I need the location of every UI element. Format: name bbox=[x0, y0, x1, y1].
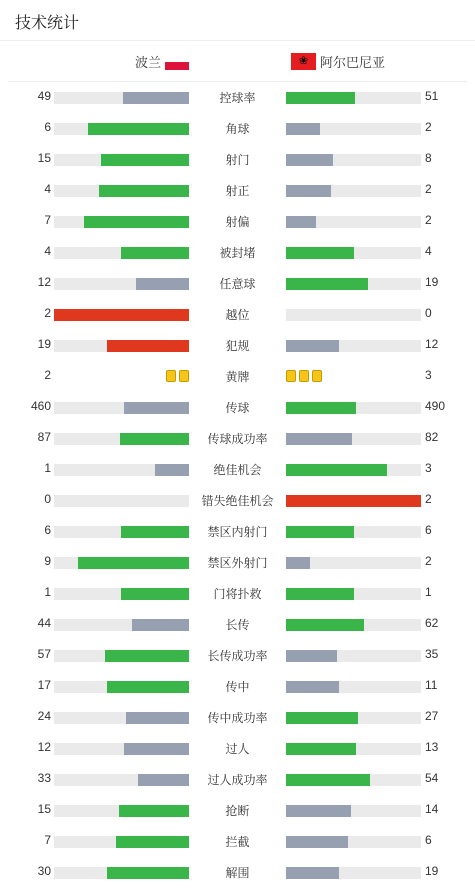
stat-label: 门将扑救 bbox=[213, 587, 262, 601]
home-bar-track bbox=[54, 619, 189, 631]
away-value: 1 bbox=[425, 585, 432, 599]
away-bar-track bbox=[286, 123, 421, 135]
stat-row bbox=[0, 706, 475, 728]
home-bar-fill bbox=[123, 92, 189, 104]
away-value: 2 bbox=[425, 213, 432, 227]
away-bar-fill bbox=[286, 805, 351, 817]
stat-row bbox=[0, 303, 475, 325]
home-bar-fill bbox=[101, 154, 189, 166]
home-bar-fill bbox=[119, 805, 189, 817]
home-bar-fill bbox=[132, 619, 189, 631]
yellow-card-icon bbox=[166, 370, 176, 382]
away-value: 6 bbox=[425, 523, 432, 537]
home-bar-track bbox=[54, 650, 189, 662]
home-bar-fill bbox=[136, 278, 189, 290]
home-bar-fill bbox=[121, 588, 189, 600]
away-bar-fill bbox=[286, 154, 333, 166]
home-bar-fill bbox=[107, 681, 189, 693]
away-bar-track bbox=[286, 247, 421, 259]
home-value: 460 bbox=[30, 399, 51, 413]
away-value: 27 bbox=[425, 709, 439, 723]
stat-label: 犯规 bbox=[225, 339, 250, 353]
stat-label: 抢断 bbox=[225, 804, 250, 818]
home-value: 30 bbox=[37, 864, 51, 878]
home-bar-track bbox=[54, 402, 189, 414]
home-bar-track bbox=[54, 123, 189, 135]
home-value: 15 bbox=[37, 151, 51, 165]
away-bar-track bbox=[286, 216, 421, 228]
away-bar-track bbox=[286, 340, 421, 352]
away-bar-track bbox=[286, 588, 421, 600]
away-bar-track bbox=[286, 278, 421, 290]
away-bar-fill bbox=[286, 588, 354, 600]
away-bar-fill bbox=[286, 681, 339, 693]
home-bar-track bbox=[54, 185, 189, 197]
stat-row bbox=[0, 396, 475, 418]
home-value: 9 bbox=[44, 554, 51, 568]
home-bar-track bbox=[54, 433, 189, 445]
stat-label: 射正 bbox=[225, 184, 250, 198]
title-divider bbox=[0, 40, 475, 41]
stat-row bbox=[0, 179, 475, 201]
away-bar-fill bbox=[286, 743, 356, 755]
away-bar-fill bbox=[286, 774, 370, 786]
away-bar-track bbox=[286, 867, 421, 879]
away-bar-fill bbox=[286, 526, 354, 538]
home-bar-track bbox=[54, 557, 189, 569]
stat-row bbox=[0, 241, 475, 263]
stat-row bbox=[0, 272, 475, 294]
away-value: 14 bbox=[425, 802, 439, 816]
home-bar-fill bbox=[121, 247, 189, 259]
stat-row bbox=[0, 210, 475, 232]
stat-row bbox=[0, 644, 475, 666]
yellow-card-icon bbox=[312, 370, 322, 382]
stat-label: 过人 bbox=[225, 742, 250, 756]
home-value: 24 bbox=[37, 709, 51, 723]
stat-row bbox=[0, 675, 475, 697]
stat-label: 被封堵 bbox=[219, 246, 256, 260]
away-bar-fill bbox=[286, 402, 356, 414]
away-bar-fill bbox=[286, 185, 331, 197]
away-bar-track bbox=[286, 557, 421, 569]
away-value: 82 bbox=[425, 430, 439, 444]
stat-label: 长传 bbox=[225, 618, 250, 632]
home-value: 6 bbox=[44, 120, 51, 134]
home-value: 1 bbox=[44, 585, 51, 599]
home-team-name: 波兰 bbox=[134, 55, 161, 70]
stat-row bbox=[0, 148, 475, 170]
away-bar-fill bbox=[286, 836, 348, 848]
home-value: 19 bbox=[37, 337, 51, 351]
home-bar-fill bbox=[138, 774, 189, 786]
home-bar-track bbox=[54, 681, 189, 693]
home-bar-fill bbox=[99, 185, 189, 197]
home-bar-track bbox=[54, 247, 189, 259]
stat-label: 绝佳机会 bbox=[213, 463, 262, 477]
stat-row bbox=[0, 117, 475, 139]
away-value: 19 bbox=[425, 864, 439, 878]
away-team bbox=[291, 52, 385, 71]
away-bar-fill bbox=[286, 495, 421, 507]
away-bar-fill bbox=[286, 712, 358, 724]
stat-label: 任意球 bbox=[219, 277, 256, 291]
away-bar-fill bbox=[286, 247, 354, 259]
home-bar-track bbox=[54, 774, 189, 786]
away-value: 11 bbox=[425, 678, 438, 692]
stat-label: 错失绝佳机会 bbox=[201, 494, 274, 508]
away-value: 3 bbox=[425, 461, 432, 475]
away-value: 8 bbox=[425, 151, 432, 165]
away-bar-track bbox=[286, 495, 421, 507]
home-bar-fill bbox=[126, 712, 189, 724]
home-bar-track bbox=[54, 464, 189, 476]
away-bar-track bbox=[286, 154, 421, 166]
home-bar-track bbox=[54, 340, 189, 352]
away-value: 6 bbox=[425, 833, 432, 847]
home-bar-track bbox=[54, 805, 189, 817]
away-bar-track bbox=[286, 402, 421, 414]
stat-label: 禁区内射门 bbox=[207, 525, 268, 539]
home-bar-track bbox=[54, 495, 189, 507]
home-bar-track bbox=[54, 309, 189, 321]
home-bar-fill bbox=[107, 340, 189, 352]
yellow-card-icon bbox=[179, 370, 189, 382]
away-value: 2 bbox=[425, 554, 432, 568]
home-bar-fill bbox=[116, 836, 189, 848]
home-bar-fill bbox=[121, 526, 189, 538]
stat-label: 过人成功率 bbox=[207, 773, 268, 787]
header-divider bbox=[8, 81, 467, 82]
home-bar-fill bbox=[84, 216, 189, 228]
home-team bbox=[135, 52, 189, 71]
away-bar-track bbox=[286, 185, 421, 197]
stat-label: 传球 bbox=[225, 401, 250, 415]
home-bar-fill bbox=[155, 464, 189, 476]
away-bar-track bbox=[286, 743, 421, 755]
away-value: 490 bbox=[425, 399, 446, 413]
home-bar-fill bbox=[105, 650, 189, 662]
away-bar-track bbox=[286, 526, 421, 538]
away-bar-track bbox=[286, 650, 421, 662]
stat-row bbox=[0, 799, 475, 821]
section-title: 技术统计 bbox=[15, 15, 80, 32]
home-bar-fill bbox=[88, 123, 189, 135]
away-bar-fill bbox=[286, 867, 339, 879]
stat-label: 拦截 bbox=[225, 835, 250, 849]
away-value: 3 bbox=[425, 368, 432, 382]
home-value: 4 bbox=[44, 244, 51, 258]
home-value: 12 bbox=[37, 740, 51, 754]
away-bar-track bbox=[286, 805, 421, 817]
away-value: 2 bbox=[425, 492, 432, 506]
home-bar-fill bbox=[78, 557, 189, 569]
home-value: 87 bbox=[37, 430, 51, 444]
home-bar-fill bbox=[124, 743, 189, 755]
stat-label: 解围 bbox=[225, 866, 250, 880]
stat-label: 传球成功率 bbox=[207, 432, 268, 446]
stat-label: 越位 bbox=[225, 308, 250, 322]
home-value: 6 bbox=[44, 523, 51, 537]
stat-label: 长传成功率 bbox=[207, 649, 268, 663]
albania-flag-icon: ❀ bbox=[291, 53, 316, 70]
poland-flag-icon bbox=[165, 54, 189, 70]
home-value: 44 bbox=[37, 616, 51, 630]
away-bar-track bbox=[286, 712, 421, 724]
away-value: 4 bbox=[425, 244, 432, 258]
stat-row bbox=[0, 613, 475, 635]
away-bar-track bbox=[286, 464, 421, 476]
away-bar-fill bbox=[286, 340, 339, 352]
away-bar-fill bbox=[286, 650, 337, 662]
yellow-card-icon bbox=[286, 370, 296, 382]
away-cards bbox=[286, 370, 322, 382]
away-team-name: 阿尔巴尼亚 bbox=[320, 55, 386, 70]
home-bar-track bbox=[54, 278, 189, 290]
home-value: 57 bbox=[37, 647, 51, 661]
home-value: 0 bbox=[44, 492, 51, 506]
stat-row bbox=[0, 582, 475, 604]
stat-label: 黄牌 bbox=[225, 370, 250, 384]
home-bar-fill bbox=[120, 433, 189, 445]
stat-row bbox=[0, 520, 475, 542]
stat-label: 传中成功率 bbox=[207, 711, 268, 725]
away-value: 51 bbox=[425, 89, 439, 103]
away-bar-track bbox=[286, 433, 421, 445]
stat-row bbox=[0, 737, 475, 759]
away-value: 2 bbox=[425, 182, 432, 196]
home-value: 7 bbox=[44, 833, 51, 847]
away-value: 35 bbox=[425, 647, 439, 661]
home-value: 2 bbox=[44, 368, 51, 382]
stat-label: 角球 bbox=[225, 122, 250, 136]
home-bar-track bbox=[54, 836, 189, 848]
home-bar-fill bbox=[107, 867, 189, 879]
away-bar-fill bbox=[286, 619, 364, 631]
away-bar-track bbox=[286, 92, 421, 104]
away-value: 54 bbox=[425, 771, 439, 785]
home-value: 17 bbox=[37, 678, 51, 692]
home-bar-fill bbox=[124, 402, 189, 414]
away-value: 13 bbox=[425, 740, 439, 754]
away-bar-track bbox=[286, 619, 421, 631]
home-value: 12 bbox=[37, 275, 51, 289]
home-cards bbox=[166, 370, 189, 382]
home-bar-track bbox=[54, 588, 189, 600]
away-bar-fill bbox=[286, 278, 368, 290]
home-value: 15 bbox=[37, 802, 51, 816]
stat-label: 传中 bbox=[225, 680, 250, 694]
home-bar-track bbox=[54, 712, 189, 724]
away-bar-fill bbox=[286, 557, 310, 569]
away-bar-fill bbox=[286, 464, 387, 476]
away-bar-fill bbox=[286, 216, 316, 228]
stat-row bbox=[0, 86, 475, 108]
home-value: 1 bbox=[44, 461, 51, 475]
away-value: 12 bbox=[425, 337, 439, 351]
home-value: 7 bbox=[44, 213, 51, 227]
home-value: 2 bbox=[44, 306, 51, 320]
away-value: 19 bbox=[425, 275, 439, 289]
stat-row bbox=[0, 489, 475, 511]
stat-label: 禁区外射门 bbox=[207, 556, 268, 570]
away-value: 2 bbox=[425, 120, 432, 134]
home-bar-track bbox=[54, 216, 189, 228]
stat-row bbox=[0, 458, 475, 480]
stat-label: 射偏 bbox=[225, 215, 250, 229]
home-bar-track bbox=[54, 743, 189, 755]
away-bar-track bbox=[286, 774, 421, 786]
stat-row bbox=[0, 334, 475, 356]
away-bar-track bbox=[286, 681, 421, 693]
away-value: 62 bbox=[425, 616, 439, 630]
away-bar-track bbox=[286, 836, 421, 848]
stat-label: 射门 bbox=[225, 153, 250, 167]
home-value: 33 bbox=[37, 771, 51, 785]
home-bar-track bbox=[54, 154, 189, 166]
stat-row bbox=[0, 365, 475, 387]
home-bar-fill bbox=[54, 309, 189, 321]
yellow-card-icon bbox=[299, 370, 309, 382]
home-value: 4 bbox=[44, 182, 51, 196]
away-bar-track bbox=[286, 309, 421, 321]
stat-row bbox=[0, 768, 475, 790]
stat-label: 控球率 bbox=[219, 91, 256, 105]
away-bar-fill bbox=[286, 92, 355, 104]
away-value: 0 bbox=[425, 306, 432, 320]
home-bar-track bbox=[54, 526, 189, 538]
home-bar-track bbox=[54, 92, 189, 104]
stat-row bbox=[0, 551, 475, 573]
home-bar-track bbox=[54, 867, 189, 879]
home-value: 49 bbox=[37, 89, 51, 103]
stat-row bbox=[0, 427, 475, 449]
away-bar-fill bbox=[286, 433, 352, 445]
stat-row bbox=[0, 861, 475, 883]
away-bar-fill bbox=[286, 123, 320, 135]
stat-row bbox=[0, 830, 475, 852]
